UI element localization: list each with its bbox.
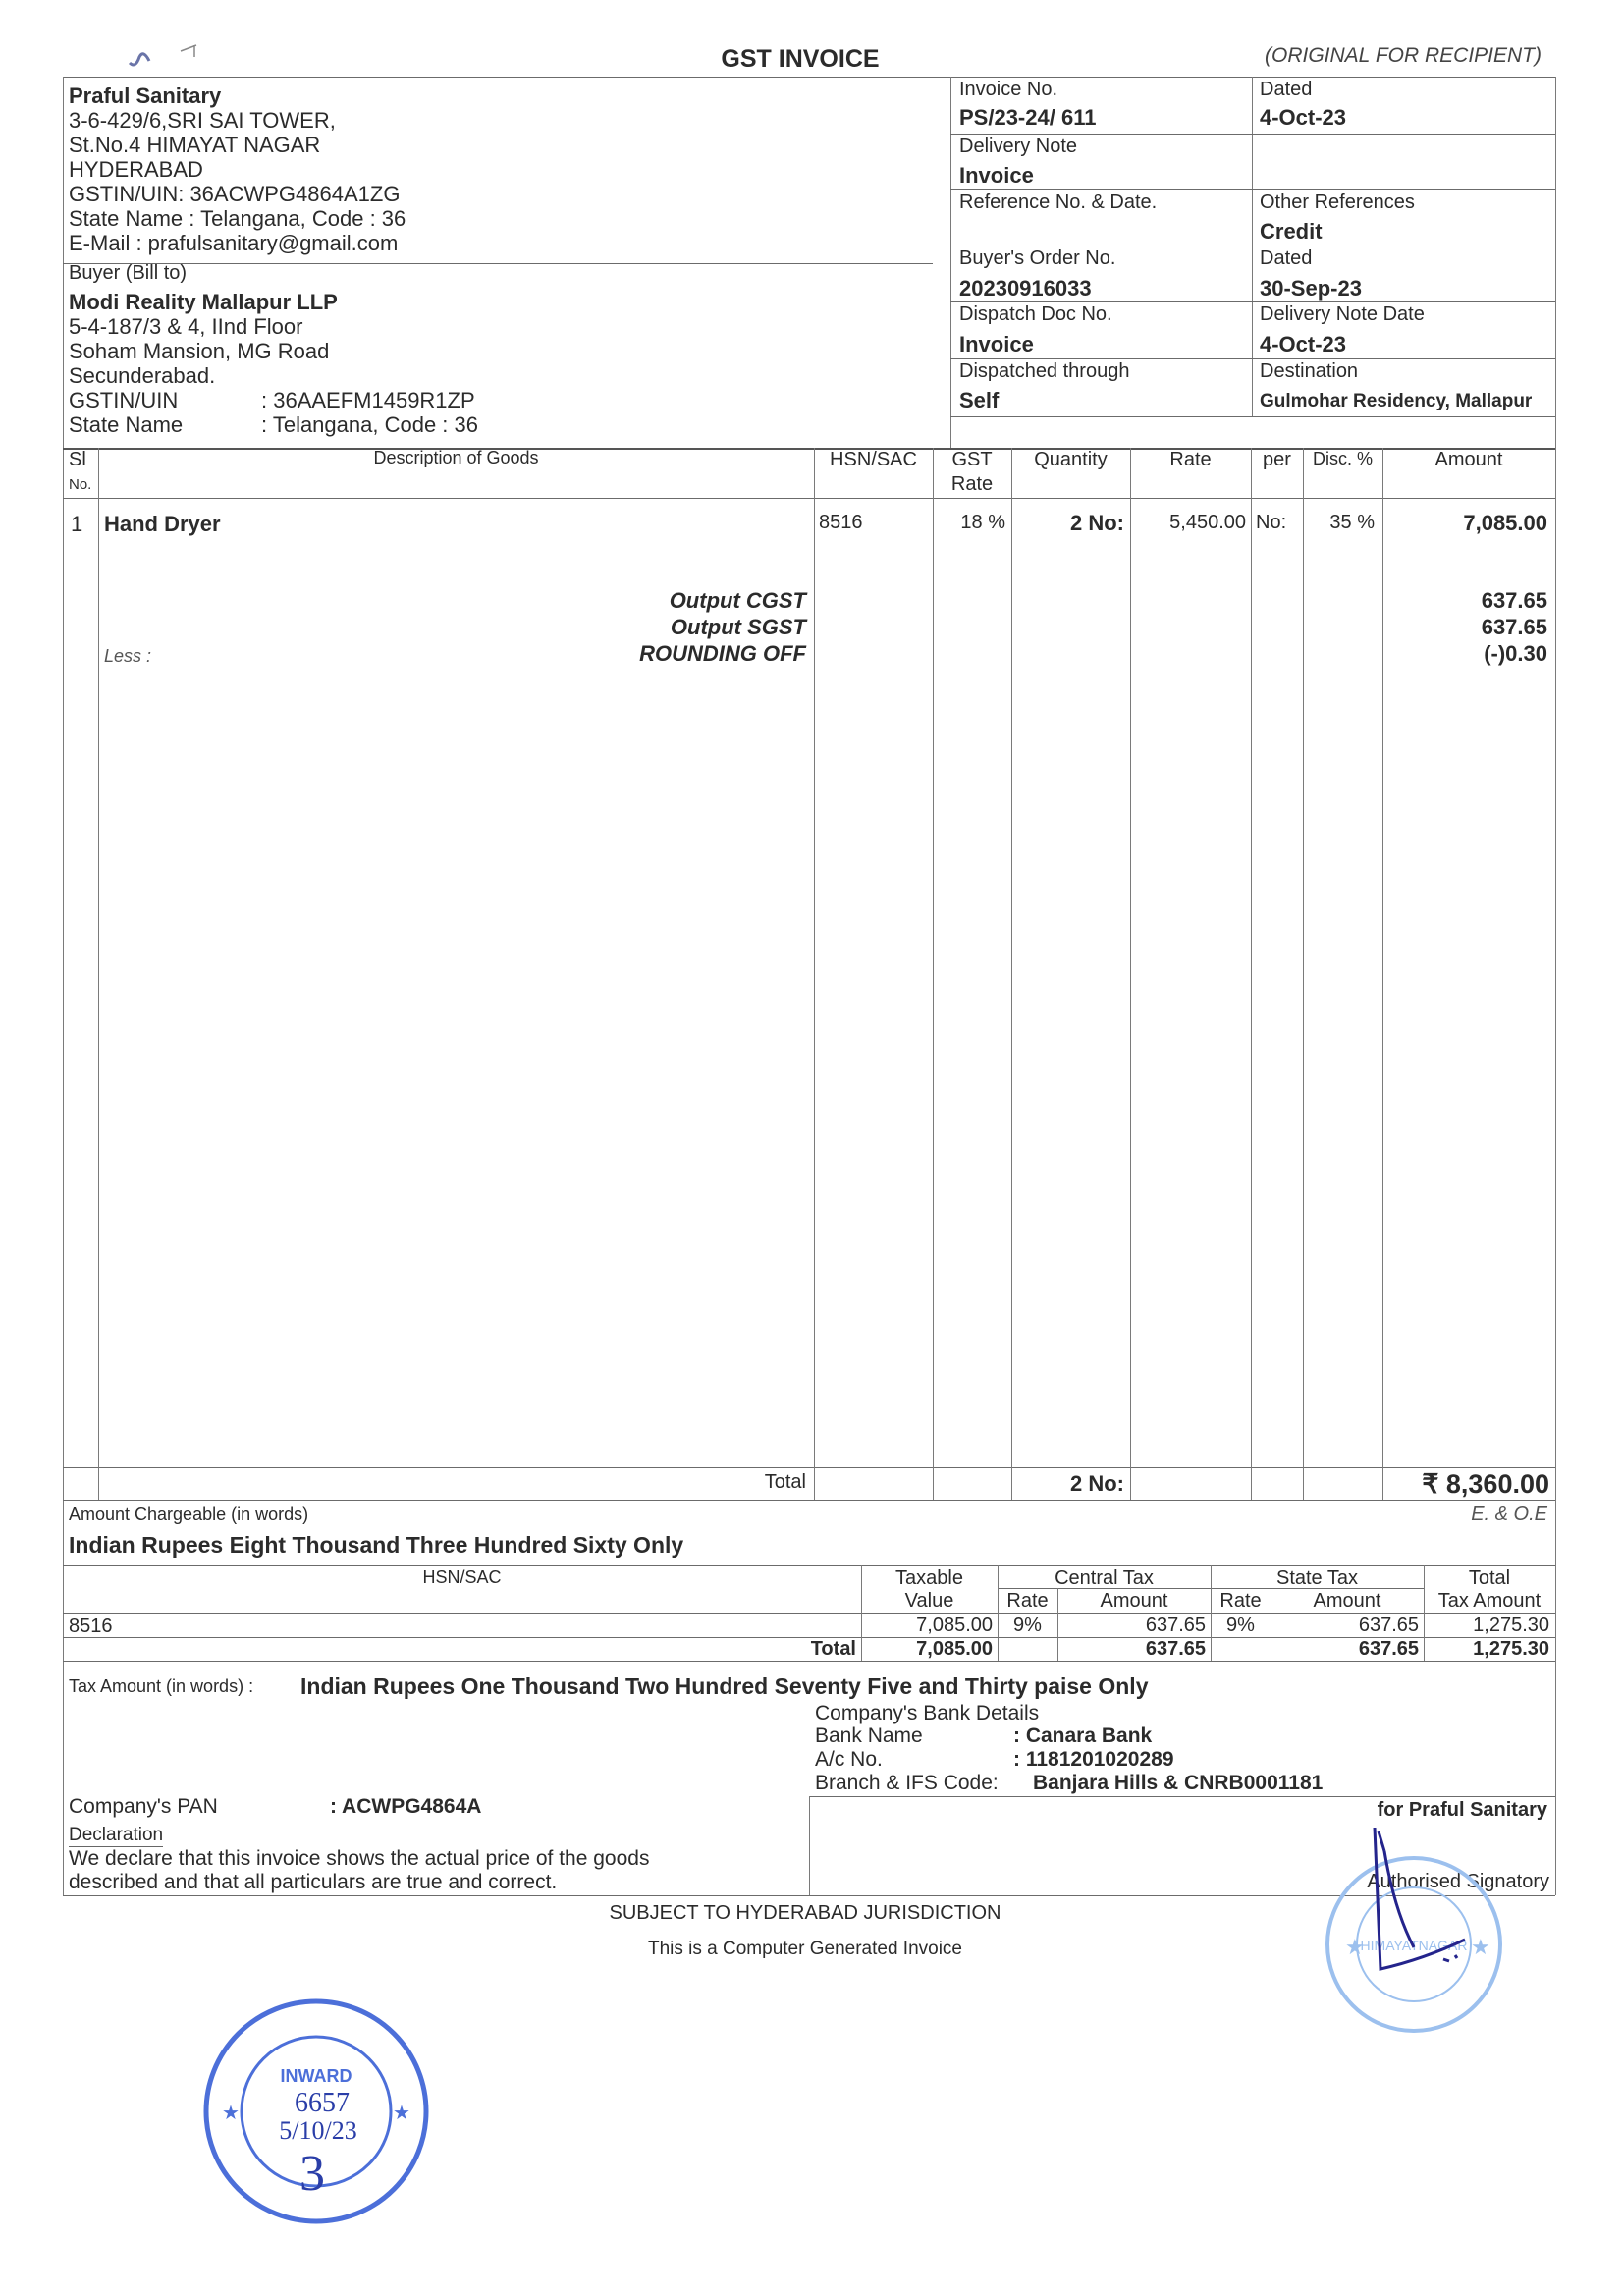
branch-ifsc: Banjara Hills & CNRB0001181 bbox=[1033, 1772, 1324, 1794]
tax-words-label: Tax Amount (in words) : bbox=[69, 1676, 254, 1696]
tax-row-c-rate: 9% bbox=[1013, 1614, 1042, 1636]
seller-address-line: HYDERABAD bbox=[69, 157, 203, 182]
item-description: Hand Dryer bbox=[104, 512, 221, 536]
invoice-no-label: Invoice No. bbox=[959, 79, 1058, 100]
dispatch-doc-label: Dispatch Doc No. bbox=[959, 303, 1112, 325]
tax-row-taxable: 7,085.00 bbox=[916, 1614, 993, 1636]
stamp-inward-label: INWARD bbox=[280, 2066, 352, 2086]
branch-ifsc-label: Branch & IFS Code: bbox=[815, 1772, 999, 1794]
tax-row-s-amount: 637.65 bbox=[1358, 1614, 1419, 1636]
declaration-line: We declare that this invoice shows the actual price of the goods bbox=[69, 1847, 650, 1870]
charge-amount: 637.65 bbox=[1481, 588, 1547, 613]
reference-label: Reference No. & Date. bbox=[959, 191, 1158, 213]
charge-label: Output SGST bbox=[670, 615, 806, 639]
item-rate: 5,450.00 bbox=[1169, 512, 1246, 533]
delivery-note: Invoice bbox=[959, 163, 1034, 188]
svg-text:★: ★ bbox=[1345, 1935, 1365, 1959]
tax-total-label: Total bbox=[810, 1638, 856, 1660]
buyer-state-label: State Name bbox=[69, 412, 184, 437]
svg-text:★: ★ bbox=[1471, 1935, 1490, 1959]
buyer-address-line: Secunderabad. bbox=[69, 363, 216, 388]
buyer-label: Buyer (Bill to) bbox=[69, 262, 188, 284]
tax-col-s-rate: Rate bbox=[1219, 1590, 1262, 1612]
tax-col-central: Central Tax bbox=[1055, 1567, 1154, 1589]
svg-text:★: ★ bbox=[393, 2103, 410, 2124]
tax-col-c-amount: Amount bbox=[1100, 1590, 1168, 1612]
bank-name-label: Bank Name bbox=[815, 1724, 923, 1747]
buyer-gstin-label: GSTIN/UIN bbox=[69, 388, 179, 412]
declaration-line: described and that all particulars are true and correct. bbox=[69, 1871, 558, 1893]
total-amount: ₹ 8,360.00 bbox=[1422, 1469, 1549, 1499]
charge-label: Output CGST bbox=[669, 588, 806, 613]
invoice-no: PS/23-24/ 611 bbox=[959, 105, 1097, 130]
col-quantity: Quantity bbox=[1034, 449, 1108, 470]
pen-mark-icon bbox=[126, 35, 204, 75]
buyer-name: Modi Reality Mallapur LLP bbox=[69, 290, 338, 314]
col-description: Description of Goods bbox=[373, 448, 539, 467]
other-references-label: Other References bbox=[1260, 191, 1415, 213]
total-label: Total bbox=[764, 1471, 806, 1493]
tax-col-s-amount: Amount bbox=[1313, 1590, 1381, 1612]
tax-row-hsn: 8516 bbox=[69, 1615, 113, 1637]
receiver-stamp-icon bbox=[196, 1994, 442, 2229]
pan-value: : ACWPG4864A bbox=[330, 1795, 482, 1818]
seller-state: State Name : Telangana, Code : 36 bbox=[69, 206, 406, 231]
tax-col-taxable-value: Value bbox=[904, 1590, 954, 1612]
tax-col-taxable: Taxable bbox=[895, 1567, 963, 1589]
seller-address-line: St.No.4 HIMAYAT NAGAR bbox=[69, 133, 321, 157]
pan-label: Company's PAN bbox=[69, 1795, 218, 1818]
less-label: Less : bbox=[104, 646, 152, 666]
item-per: No: bbox=[1256, 512, 1287, 533]
tax-col-total-amount: Tax Amount bbox=[1437, 1590, 1542, 1612]
tax-col-total: Total bbox=[1468, 1567, 1511, 1589]
seller-address-line: 3-6-429/6,SRI SAI TOWER, bbox=[69, 108, 336, 133]
for-company: for Praful Sanitary bbox=[1377, 1799, 1547, 1821]
account-no-label: A/c No. bbox=[815, 1748, 883, 1771]
delivery-note-date-label: Delivery Note Date bbox=[1260, 303, 1425, 325]
amount-words-label: Amount Chargeable (in words) bbox=[69, 1504, 309, 1524]
col-disc: Disc. % bbox=[1312, 449, 1373, 468]
item-hsn: 8516 bbox=[819, 512, 863, 533]
authorised-signatory: Authorised Signatory bbox=[1367, 1871, 1549, 1892]
dispatched-through: Self bbox=[959, 388, 1000, 412]
account-no: : 1181201020289 bbox=[1013, 1748, 1174, 1771]
seller-name: Praful Sanitary bbox=[69, 83, 222, 108]
total-quantity: 2 No: bbox=[1070, 1471, 1124, 1496]
charge-amount: 637.65 bbox=[1481, 615, 1547, 639]
tax-total-total: 1,275.30 bbox=[1473, 1638, 1549, 1660]
seller-email: E-Mail : prafulsanitary@gmail.com bbox=[69, 231, 399, 255]
copy-label: (ORIGINAL FOR RECIPIENT) bbox=[1265, 44, 1542, 67]
order-dated-label: Dated bbox=[1260, 247, 1313, 269]
tax-col-hsn: HSN/SAC bbox=[422, 1567, 502, 1587]
eoe-label: E. & O.E bbox=[1471, 1503, 1547, 1525]
tax-col-state: State Tax bbox=[1275, 1567, 1359, 1589]
col-amount: Amount bbox=[1434, 449, 1503, 470]
item-sl: 1 bbox=[71, 512, 83, 536]
charge-amount: (-)0.30 bbox=[1484, 641, 1547, 666]
tax-total-taxable: 7,085.00 bbox=[916, 1638, 993, 1660]
invoice-date: 4-Oct-23 bbox=[1260, 105, 1347, 130]
bank-title: Company's Bank Details bbox=[815, 1702, 1040, 1724]
seller-gstin: GSTIN/UIN: 36ACWPG4864A1ZG bbox=[69, 182, 401, 206]
buyers-order-no: 20230916033 bbox=[959, 276, 1092, 301]
computer-generated-note: This is a Computer Generated Invoice bbox=[648, 1939, 962, 1959]
amount-in-words: Indian Rupees Eight Thousand Three Hundred Sixty Only bbox=[69, 1532, 684, 1558]
destination-label: Destination bbox=[1260, 360, 1359, 382]
bank-name: : Canara Bank bbox=[1013, 1724, 1153, 1747]
declaration-title: Declaration bbox=[69, 1825, 164, 1845]
col-sl: Sl bbox=[69, 449, 86, 470]
order-date: 30-Sep-23 bbox=[1260, 276, 1362, 301]
buyers-order-label: Buyer's Order No. bbox=[959, 247, 1116, 269]
buyer-gstin: : 36AAEFM1459R1ZP bbox=[261, 388, 475, 412]
col-per: per bbox=[1263, 449, 1291, 470]
item-disc: 35 % bbox=[1329, 512, 1375, 533]
buyer-address-line: 5-4-187/3 & 4, IInd Floor bbox=[69, 314, 303, 339]
invoice-title: GST INVOICE bbox=[721, 45, 880, 73]
col-gst-rate: Rate bbox=[950, 473, 994, 495]
tax-row-s-rate: 9% bbox=[1226, 1614, 1255, 1636]
tax-total-s-amount: 637.65 bbox=[1358, 1638, 1419, 1660]
svg-text:★: ★ bbox=[222, 2103, 240, 2124]
stamp-inward-date: 5/10/23 bbox=[279, 2116, 357, 2145]
dated-label: Dated bbox=[1260, 79, 1313, 100]
buyer-state: : Telangana, Code : 36 bbox=[261, 412, 478, 437]
tax-in-words: Indian Rupees One Thousand Two Hundred Seventy Five and Thirty paise Only bbox=[300, 1673, 1149, 1699]
dispatch-doc-no: Invoice bbox=[959, 332, 1034, 356]
stamp-inward-no: 6657 bbox=[295, 2088, 350, 2118]
item-quantity: 2 No: bbox=[1070, 511, 1124, 535]
delivery-note-date: 4-Oct-23 bbox=[1260, 332, 1347, 356]
col-rate: Rate bbox=[1169, 449, 1212, 470]
dispatched-through-label: Dispatched through bbox=[959, 360, 1130, 382]
destination: Gulmohar Residency, Mallapur bbox=[1260, 391, 1533, 411]
buyer-address-line: Soham Mansion, MG Road bbox=[69, 339, 330, 363]
tax-row-c-amount: 637.65 bbox=[1145, 1614, 1206, 1636]
delivery-note-label: Delivery Note bbox=[959, 136, 1078, 157]
tax-row-total: 1,275.30 bbox=[1473, 1614, 1549, 1636]
other-references: Credit bbox=[1260, 219, 1323, 244]
stamp-mark: 3 bbox=[299, 2146, 325, 2202]
item-amount: 7,085.00 bbox=[1463, 511, 1547, 535]
col-sl-no: No. bbox=[69, 476, 92, 493]
tax-col-c-rate: Rate bbox=[1006, 1590, 1049, 1612]
charge-label: ROUNDING OFF bbox=[639, 641, 806, 666]
tax-total-c-amount: 637.65 bbox=[1145, 1638, 1206, 1660]
col-gst: GST bbox=[951, 449, 993, 470]
col-hsn: HSN/SAC bbox=[830, 449, 917, 470]
jurisdiction: SUBJECT TO HYDERABAD JURISDICTION bbox=[609, 1902, 1001, 1924]
seller-stamp-place: HIMAYATNAGAR bbox=[1360, 1938, 1468, 1953]
signature-icon bbox=[1355, 1822, 1483, 1989]
item-gst-rate: 18 % bbox=[960, 512, 1005, 533]
